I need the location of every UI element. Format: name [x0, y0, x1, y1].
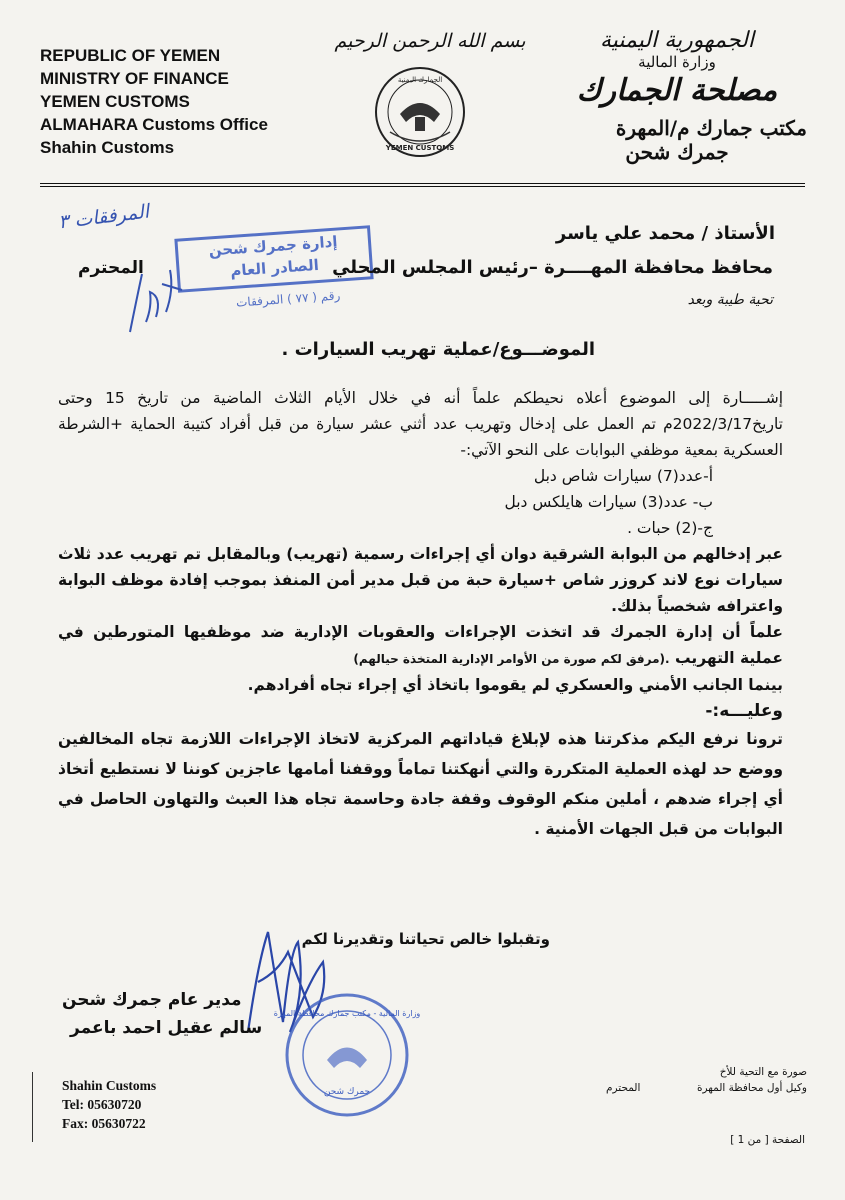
header-ar-customs: جمرك شحن	[625, 140, 729, 164]
body-paragraph-3-note: .(مرفق لكم صورة من الأوامر الإدارية المتخذة حيالهم)	[353, 652, 670, 666]
addressee-name: الأستاذ / محمد علي ياسر	[555, 223, 775, 244]
basmala: بسم الله الرحمن الرحيم	[334, 30, 526, 52]
header-ar-authority: مصلحة الجمارك	[576, 73, 778, 108]
body-list-item-a: أ-عدد(7) سيارات شاص دبل	[533, 467, 713, 485]
header-en-line-office: ALMAHARA Customs Office	[40, 115, 268, 134]
footer-contact-block	[62, 1076, 156, 1133]
footer-tel: Tel: 05630720	[62, 1097, 142, 1112]
signatory-title: مدير عام جمرك شحن	[62, 990, 242, 1010]
body-paragraph-1: إشـــــارة إلى الموضوع أعلاه نحيطكم علماً أنه في خلال الأيام الثلاث الماضية من تاريخ 15 وحتى تاريخ2022/3/17م تم العمل على إدخال وتهريب عدد أثني عشر سيارة من قبل أفراد كتيبة الحماية +الشرطة العسكرية بمعية موظفي البوابات على النحو الآتي:-	[58, 389, 783, 459]
footer-copy-respect: المحترم	[606, 1082, 641, 1094]
round-stamp-outer-text: وزارة المالية - مكتب جمارك محافظة المهرة	[273, 1009, 421, 1018]
footer-copy-line2: وكيل أول محافظة المهرة	[696, 1082, 807, 1094]
body-wa-alayh: وعليـــه:-	[705, 701, 783, 721]
body-list-item-c: ج-(2) حبات .	[627, 519, 713, 537]
footer-fax: Fax: 05630722	[62, 1116, 146, 1131]
header-ar-republic: الجمهورية اليمنية	[599, 28, 755, 53]
outgoing-stamp-line2: الصادر العام	[229, 255, 320, 281]
header-ar-ministry: وزارة المالية	[638, 53, 716, 71]
addressee-title: محافظ محافظة المهــــرة –رئيس المجلس المحلي	[332, 257, 773, 278]
body-paragraph-2: عبر إدخالهم من البوابة الشرقية دوان أي إجراءات رسمية (تهريب) وبالمقابل تم تهريب عدد ثلاث سيارات نوع لاند كروزر شاص +سيارة حبة من قبل مدير أمن المنفذ بموجب إفادة موظف البوابة واعترافه شخصياً بذلك.	[58, 545, 783, 615]
body-list-item-b: ب- عدد(3) سيارات هايلكس دبل	[504, 493, 713, 511]
footer-copy-line1: صورة مع التحية للأخ	[719, 1066, 807, 1078]
greeting: تحية طيبة وبعد	[687, 292, 773, 308]
header-en-line-republic: REPUBLIC OF YEMEN	[40, 46, 221, 65]
header-english-block	[40, 44, 268, 159]
round-stamp-inner-text: جمرك شحن	[323, 1087, 371, 1097]
header-ar-office: مكتب جمارك م/المهرة	[615, 116, 807, 140]
footer-page-number: الصفحة [ من 1 ]	[730, 1134, 805, 1146]
closing-line: وتقبلوا خالص تحياتنا وتقديرنا لكم	[301, 930, 550, 948]
header-en-line-shahin: Shahin Customs	[40, 138, 175, 157]
subject-line: الموضـــوع/عملية تهريب السيارات .	[281, 339, 595, 360]
emblem-bottom-text: YEMEN CUSTOMS	[385, 144, 455, 152]
body-paragraph-5: ترونا نرفع اليكم مذكرتنا هذه لإبلاغ قياداتهم المركزية لاتخاذ الإجراءات اللازمة تجاه المخالفين ووضع حد لهذه العملية المتكررة والتي أنهكتنا تماماً ووقفنا أمامها عاجزين كوننا لا نستطيع أتخاذ أي إجراء ضدهم ، أملين منكم الوقوف وقفة جادة وحاسمة تجاه هذا العبث والتهاون الحاصل في البوابات من قبل الجهات الأمنية .	[58, 730, 783, 838]
footer-copy-to	[697, 1064, 807, 1096]
header-arabic-block	[547, 28, 807, 164]
outgoing-stamp-number: رقم ( ٧٧ ) المرفقات	[235, 288, 341, 310]
outgoing-stamp-line1: إدارة جمرك شحن	[208, 232, 339, 260]
yemen-customs-emblem-icon	[360, 62, 480, 162]
signatory-name: سالم عقيل احمد باعمر	[70, 1018, 263, 1038]
body-paragraph-3-text: علماً أن إدارة الجمرك قد اتخذت الإجراءات والعقوبات الإدارية ضد موظفيها المتورطين في عملية التهريب	[58, 623, 783, 667]
letter-body	[58, 385, 783, 844]
body-paragraph-3	[58, 619, 783, 672]
addressee-respect: المحترم	[78, 258, 144, 278]
header-en-line-ministry: MINISTRY OF FINANCE	[40, 69, 229, 88]
body-paragraph-4: بينما الجانب الأمني والعسكري لم يقوموا باتخاذ أي إجراء تجاه أفرادهم.	[247, 676, 783, 694]
footer-divider	[32, 1072, 33, 1142]
footer-name: Shahin Customs	[62, 1078, 157, 1093]
emblem-top-text: الجمارك اليمنية	[397, 76, 443, 84]
round-official-stamp-icon	[273, 990, 421, 1120]
header-en-line-customs: YEMEN CUSTOMS	[40, 92, 190, 111]
header-divider	[40, 183, 805, 187]
attachments-note: المرفقات ٣	[56, 200, 151, 234]
